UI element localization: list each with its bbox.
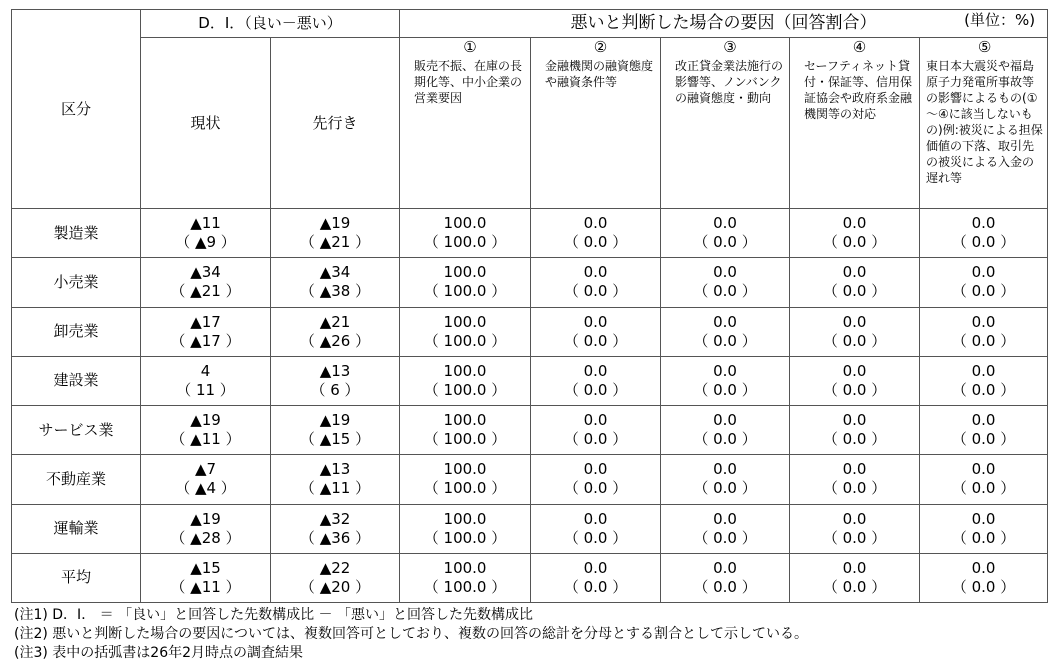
cause-1-number: ① [463, 38, 477, 57]
cause-3-previous-value: （ 0.0 ） [693, 380, 757, 399]
cause-1-value: 100.0 [443, 263, 487, 282]
di-current-previous-value: （ ▲28 ） [170, 528, 241, 547]
cause-2-number: ② [593, 38, 608, 57]
cause-1-value: 100.0 [443, 214, 487, 233]
cause-2-cell [531, 307, 661, 356]
row-category: 小売業 [12, 258, 141, 307]
cause-2-cell [531, 258, 661, 307]
cause-2-previous-value: （ 0.0 ） [563, 577, 628, 596]
di-current-header: 現状 [141, 38, 271, 209]
cause-1-cell [400, 406, 531, 455]
cause-3-previous-value: （ 0.0 ） [693, 331, 757, 350]
cause-4-previous-value: （ 0.0 ） [822, 380, 887, 399]
cause-5-header [920, 38, 1048, 209]
cause-4-label: セーフティネット貸付・保証等、信用保証協会や政府系金融機関等の対応 [804, 59, 913, 122]
cause-5-number: ⑤ [977, 38, 992, 57]
notes [14, 606, 808, 663]
di-outlook-previous-value: （ 6 ） [310, 380, 360, 399]
cause-2-previous-value: （ 0.0 ） [563, 479, 628, 498]
di-current-cell [141, 356, 271, 405]
di-current-value: ▲17 [190, 312, 221, 331]
cause-2-previous-value: （ 0.0 ） [563, 282, 628, 301]
cause-5-value: 0.0 [971, 411, 996, 430]
cause-5-value: 0.0 [971, 312, 996, 331]
cause-3-previous-value: （ 0.0 ） [693, 233, 757, 252]
cause-3-cell [661, 209, 790, 258]
cause-5-previous-value: （ 0.0 ） [951, 282, 1016, 301]
cause-5-value: 0.0 [971, 361, 996, 380]
cause-4-previous-value: （ 0.0 ） [822, 479, 887, 498]
cause-3-value: 0.0 [713, 509, 737, 528]
cause-4-cell [790, 356, 920, 405]
cause-1-cell [400, 307, 531, 356]
di-outlook-value: ▲13 [319, 361, 351, 380]
cause-4-previous-value: （ 0.0 ） [822, 577, 887, 596]
cause-2-value: 0.0 [583, 411, 608, 430]
cause-3-label: 改正貸金業法施行の影響等、ノンバンクの融資態度・動向 [675, 59, 784, 106]
cause-5-previous-value: （ 0.0 ） [951, 577, 1016, 596]
cause-4-header [790, 38, 920, 209]
cause-3-value: 0.0 [713, 263, 737, 282]
di-outlook-header: 先行き [271, 38, 400, 209]
cause-4-value: 0.0 [842, 460, 867, 479]
di-outlook-cell [271, 504, 400, 553]
cause-5-value: 0.0 [971, 460, 996, 479]
cause-2-previous-value: （ 0.0 ） [563, 430, 628, 449]
cause-3-cell [661, 504, 790, 553]
cause-1-header [400, 38, 531, 209]
cause-5-cell [920, 455, 1048, 504]
cause-2-header [531, 38, 661, 209]
di-current-value: 4 [200, 361, 211, 380]
di-current-cell [141, 307, 271, 356]
cause-1-previous-value: （ 100.0 ） [423, 430, 507, 449]
di-outlook-value: ▲19 [319, 411, 351, 430]
cause-5-cell [920, 406, 1048, 455]
cause-2-cell [531, 455, 661, 504]
di-current-value: ▲15 [190, 558, 221, 577]
di-current-value: ▲11 [190, 214, 221, 233]
cause-3-cell [661, 258, 790, 307]
cause-2-value: 0.0 [583, 263, 608, 282]
cause-5-previous-value: （ 0.0 ） [951, 380, 1016, 399]
causes-header [400, 10, 1048, 38]
cause-3-previous-value: （ 0.0 ） [693, 479, 757, 498]
di-current-previous-value: （ ▲17 ） [170, 331, 241, 350]
cause-4-previous-value: （ 0.0 ） [822, 430, 887, 449]
cause-5-value: 0.0 [971, 263, 996, 282]
di-current-cell [141, 553, 271, 602]
cause-1-previous-value: （ 100.0 ） [423, 380, 507, 399]
di-current-value: ▲19 [190, 509, 221, 528]
cause-1-previous-value: （ 100.0 ） [423, 479, 507, 498]
note-3: (注3) 表中の括弧書は26年2月時点の調査結果 [14, 645, 304, 661]
note-2: (注2) 悪いと判断した場合の要因については、複数回答可としており、複数の回答の総計を分母とする割合として示している。 [14, 626, 808, 642]
cause-3-previous-value: （ 0.0 ） [693, 430, 757, 449]
cause-3-previous-value: （ 0.0 ） [693, 282, 757, 301]
cause-5-label: 東日本大震災や福島原子力発電所事故等の影響によるもの(①～④に該当しないもの)例:被災による担保価値の下落、取引先の被災による入金の遅れ等 [926, 59, 1043, 186]
cause-2-previous-value: （ 0.0 ） [563, 331, 628, 350]
di-outlook-previous-value: （ ▲26 ） [299, 331, 371, 350]
cause-4-number: ④ [852, 38, 867, 57]
cause-2-value: 0.0 [583, 509, 608, 528]
cause-3-value: 0.0 [713, 312, 737, 331]
cause-1-value: 100.0 [443, 558, 487, 577]
cause-1-label: 販売不振、在庫の長期化等、中小企業の営業要因 [414, 59, 523, 106]
di-outlook-previous-value: （ ▲15 ） [299, 430, 371, 449]
cause-2-label: 金融機関の融資態度や融資条件等 [545, 59, 654, 90]
cause-2-previous-value: （ 0.0 ） [563, 528, 628, 547]
cause-3-cell [661, 406, 790, 455]
table-row [12, 504, 1048, 553]
cause-2-cell [531, 406, 661, 455]
cause-4-value: 0.0 [842, 361, 867, 380]
table-row [12, 209, 1048, 258]
di-outlook-previous-value: （ ▲21 ） [299, 233, 371, 252]
cause-3-previous-value: （ 0.0 ） [693, 577, 757, 596]
table-row [12, 553, 1048, 602]
row-category: 平均 [12, 553, 141, 602]
cause-5-previous-value: （ 0.0 ） [951, 479, 1016, 498]
cause-5-value: 0.0 [971, 509, 996, 528]
di-outlook-cell [271, 307, 400, 356]
cause-3-value: 0.0 [713, 361, 737, 380]
cause-1-cell [400, 455, 531, 504]
cause-4-cell [790, 504, 920, 553]
di-header: D．I．（良い－悪い） [141, 10, 400, 38]
di-outlook-cell [271, 209, 400, 258]
table-row [12, 307, 1048, 356]
cause-1-cell [400, 209, 531, 258]
cause-2-cell [531, 504, 661, 553]
cause-1-previous-value: （ 100.0 ） [423, 233, 507, 252]
di-outlook-previous-value: （ ▲11 ） [299, 479, 371, 498]
cause-3-value: 0.0 [713, 460, 737, 479]
di-current-previous-value: （ 11 ） [176, 380, 235, 399]
di-current-previous-value: （ ▲11 ） [170, 430, 241, 449]
di-outlook-cell [271, 553, 400, 602]
cause-3-header [661, 38, 790, 209]
cause-5-previous-value: （ 0.0 ） [951, 430, 1016, 449]
di-current-cell [141, 455, 271, 504]
cause-2-cell [531, 356, 661, 405]
di-outlook-previous-value: （ ▲36 ） [299, 528, 371, 547]
di-outlook-cell [271, 406, 400, 455]
di-current-previous-value: （ ▲21 ） [170, 282, 241, 301]
cause-4-cell [790, 553, 920, 602]
di-outlook-value: ▲19 [319, 214, 351, 233]
row-category: 建設業 [12, 356, 141, 405]
di-current-previous-value: （ ▲11 ） [170, 577, 241, 596]
cause-1-value: 100.0 [443, 312, 487, 331]
cause-1-cell [400, 258, 531, 307]
di-current-value: ▲34 [190, 263, 221, 282]
cause-2-cell [531, 553, 661, 602]
cause-2-previous-value: （ 0.0 ） [563, 380, 628, 399]
cause-5-previous-value: （ 0.0 ） [951, 233, 1016, 252]
cause-1-previous-value: （ 100.0 ） [423, 577, 507, 596]
cause-2-value: 0.0 [583, 558, 608, 577]
di-current-cell [141, 504, 271, 553]
cause-1-previous-value: （ 100.0 ） [423, 282, 507, 301]
di-outlook-value: ▲21 [319, 312, 351, 331]
di-outlook-cell [271, 455, 400, 504]
di-outlook-cell [271, 356, 400, 405]
row-category: 不動産業 [12, 455, 141, 504]
di-outlook-value: ▲34 [319, 263, 351, 282]
cause-4-cell [790, 455, 920, 504]
di-current-cell [141, 406, 271, 455]
cause-2-value: 0.0 [583, 361, 608, 380]
cause-4-cell [790, 209, 920, 258]
di-outlook-value: ▲13 [319, 460, 351, 479]
cause-2-value: 0.0 [583, 312, 608, 331]
table-row [12, 258, 1048, 307]
di-outlook-previous-value: （ ▲38 ） [299, 282, 371, 301]
cause-3-value: 0.0 [713, 411, 737, 430]
row-category: 製造業 [12, 209, 141, 258]
di-outlook-cell [271, 258, 400, 307]
cause-3-cell [661, 307, 790, 356]
cause-4-value: 0.0 [842, 214, 867, 233]
cause-3-value: 0.0 [713, 558, 737, 577]
cause-4-value: 0.0 [842, 411, 867, 430]
row-category: 卸売業 [12, 307, 141, 356]
cause-3-previous-value: （ 0.0 ） [693, 528, 757, 547]
cause-3-number: ③ [723, 38, 737, 57]
cause-3-value: 0.0 [713, 214, 737, 233]
cause-5-value: 0.0 [971, 214, 996, 233]
cause-1-value: 100.0 [443, 460, 487, 479]
di-current-value: ▲19 [190, 411, 221, 430]
di-outlook-value: ▲32 [319, 509, 351, 528]
cause-4-value: 0.0 [842, 263, 867, 282]
row-category: サービス業 [12, 406, 141, 455]
cause-4-previous-value: （ 0.0 ） [822, 528, 887, 547]
cause-4-value: 0.0 [842, 312, 867, 331]
row-category: 運輸業 [12, 504, 141, 553]
di-outlook-previous-value: （ ▲20 ） [299, 577, 371, 596]
cause-2-cell [531, 209, 661, 258]
cause-4-previous-value: （ 0.0 ） [822, 282, 887, 301]
cause-5-previous-value: （ 0.0 ） [951, 528, 1016, 547]
cause-1-cell [400, 356, 531, 405]
table-row [12, 356, 1048, 405]
cause-3-cell [661, 455, 790, 504]
cause-5-cell [920, 209, 1048, 258]
category-header: 区分 [12, 10, 141, 209]
cause-5-value: 0.0 [971, 558, 996, 577]
cause-5-cell [920, 356, 1048, 405]
cause-4-value: 0.0 [842, 558, 867, 577]
cause-1-previous-value: （ 100.0 ） [423, 331, 507, 350]
cause-4-cell [790, 258, 920, 307]
di-current-previous-value: （ ▲4 ） [175, 479, 236, 498]
cause-4-cell [790, 406, 920, 455]
cause-5-cell [920, 258, 1048, 307]
cause-5-cell [920, 553, 1048, 602]
cause-4-previous-value: （ 0.0 ） [822, 331, 887, 350]
cause-3-cell [661, 356, 790, 405]
cause-2-value: 0.0 [583, 214, 608, 233]
cause-4-cell [790, 307, 920, 356]
cause-1-value: 100.0 [443, 361, 487, 380]
cause-1-cell [400, 504, 531, 553]
cause-2-previous-value: （ 0.0 ） [563, 233, 628, 252]
unit-label: (単位：%) [964, 11, 1036, 29]
cause-2-value: 0.0 [583, 460, 608, 479]
di-table [11, 9, 1048, 603]
cause-4-previous-value: （ 0.0 ） [822, 233, 887, 252]
causes-title: 悪いと判断した場合の要因（回答割合） [570, 13, 877, 34]
cause-1-previous-value: （ 100.0 ） [423, 528, 507, 547]
note-1: (注1) D．I． ＝ 「良い」と回答した先数構成比 － 「悪い」と回答した先数構成比 [14, 607, 533, 623]
cause-3-cell [661, 553, 790, 602]
di-current-cell [141, 209, 271, 258]
cause-5-cell [920, 307, 1048, 356]
cause-4-value: 0.0 [842, 509, 867, 528]
cause-1-value: 100.0 [443, 509, 487, 528]
cause-1-cell [400, 553, 531, 602]
cause-5-cell [920, 504, 1048, 553]
di-current-previous-value: （ ▲9 ） [175, 233, 236, 252]
di-current-cell [141, 258, 271, 307]
cause-1-value: 100.0 [443, 411, 487, 430]
table-row [12, 455, 1048, 504]
di-current-value: ▲7 [194, 460, 217, 479]
di-outlook-value: ▲22 [319, 558, 351, 577]
table-row [12, 406, 1048, 455]
cause-5-previous-value: （ 0.0 ） [951, 331, 1016, 350]
